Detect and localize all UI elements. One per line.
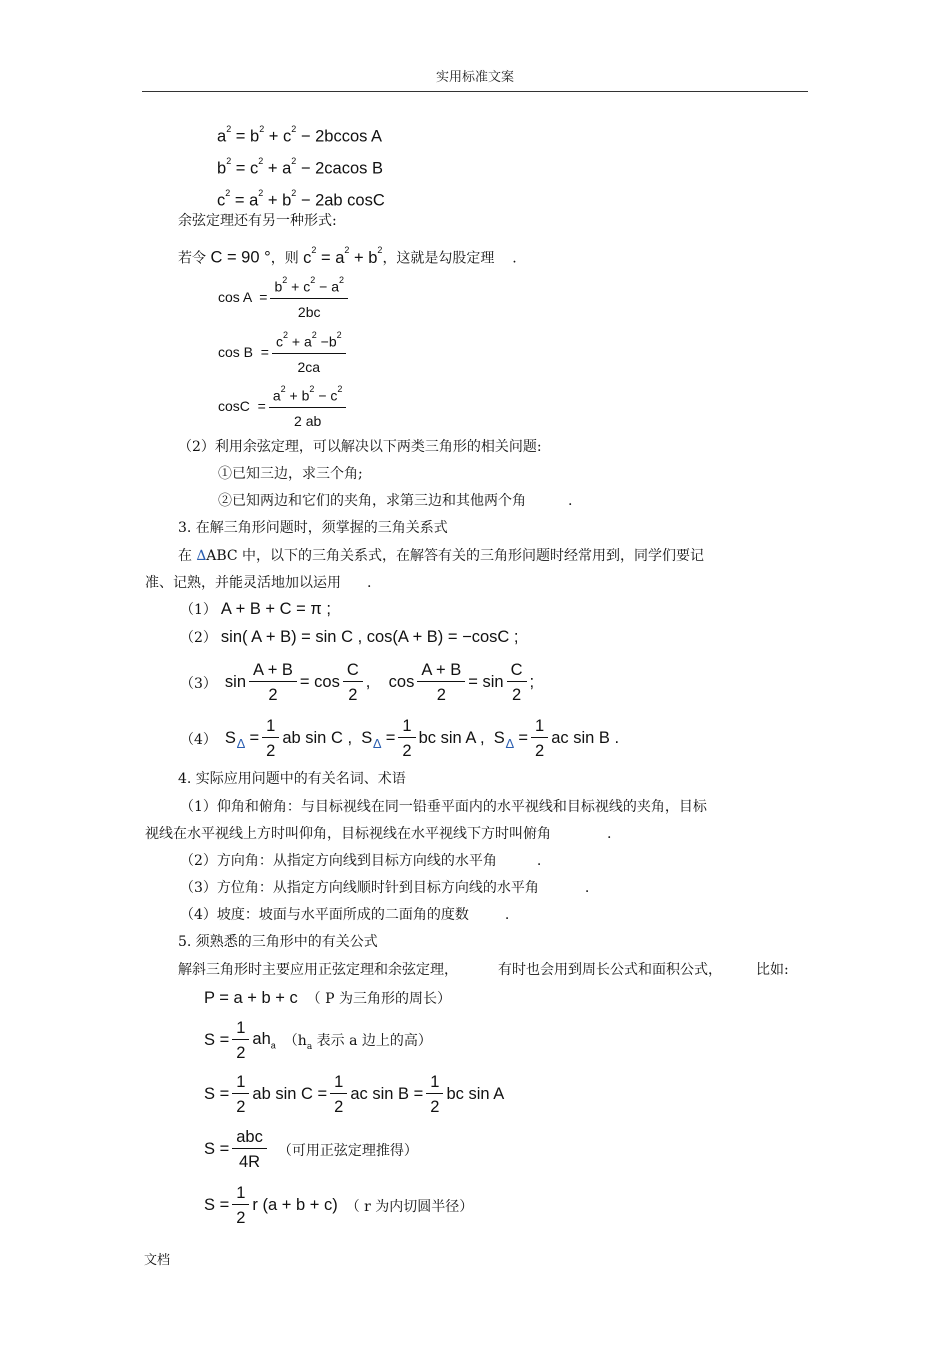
section4-heading: 4. 实际应用问题中的有关名词、术语 [178,771,406,787]
section4-item1b: 视线在水平视线上方时叫仰角，目标视线在水平视线下方时叫俯角 . [145,826,612,842]
relation-2: （2） sin( A + B) = sin C , cos(A + B) = −cosC ; [180,628,519,646]
item2-2-text: ②已知两边和它们的夹角，求第三边和其他两个角 . [218,493,573,509]
section3-para2: 准、记熟，并能灵活地加以运用 . [145,575,372,591]
area-formula-height: S = $\frac{1}{2}$ $ah_a$ （$h_a$ 表示 a 边上的高） [204,1019,432,1062]
section5-heading: 5. 须熟悉的三角形中的有关公式 [178,934,378,950]
section4-item3: （3）方位角：从指定方向线顺时针到目标方向线的水平角 . [180,880,590,896]
header-rule [142,91,808,92]
other-form-text: 余弦定理还有另一种形式: [178,213,337,229]
section5-para: 解斜三角形时主要应用正弦定理和余弦定理， 有时也会用到周长公式和面积公式， 比如: [178,962,789,978]
area-formula-circumradius: S = $\frac{\text{abc}}{4R}$ （可用正弦定理推得） [204,1128,418,1171]
area-formula-inradius: S = $\frac{1}{2}$ r (a + b + c) （ r 为内切圆半径） [204,1184,474,1227]
section3-heading: 3. 在解三角形问题时，须掌握的三角关系式 [178,520,448,536]
perimeter-formula: P = a + b + c （ P 为三角形的周长） [204,989,451,1007]
cosine-law-b: $b^2 = c^2 + a^2 - 2cacos$ B [217,156,383,178]
cosine-law-a: $a^2 = b^2 + c^2 - 2bccos$ A [217,124,383,146]
cos-c-formula: cosC = $\frac{a^2 + b^2 - c^2}{2 ab}$ [218,382,349,431]
item2-1-text: ①已知三边，求三个角; [218,466,363,482]
item2-text: （2）利用余弦定理，可以解决以下两类三角形的相关问题: [178,439,542,455]
cos-b-formula: cos B = $\frac{c^2 + a^2 -b^2}{2ca}$ [218,328,349,377]
relation-1: （1） A + B + C = π ; [180,600,331,618]
page-header: 实用标准文案 [435,70,514,85]
section4-item1a: （1）仰角和俯角：与目标视线在同一铅垂平面内的水平视线和目标视线的夹角，目标 [180,799,707,815]
section4-item2: （2）方向角：从指定方向线到目标方向线的水平角 . [180,853,542,869]
cos-a-formula: cos A = $\frac{b^2 + c^2 - a^2}{2bc}$ [218,273,351,322]
cosine-law-c: $c^2 = a^2 + b^2 - 2ab$ cosC [217,188,385,210]
area-formula-sine: S = $\frac{1}{2}$ ab sin C = $\frac{1}{2}$ ac sin B = $\frac{1}{2}$ bc sin A [204,1073,505,1116]
relation-3: （3） sin $\frac{A + B}{2}$ = cos $\frac{C}{2}$ , cos $\frac{A + B}{2}$ = sin $\frac{C}{2}$ ; [180,661,535,704]
section3-para1: 在 ∆ABC 中，以下的三角关系式，在解答有关的三角形问题时经常用到，同学们要记 [178,548,705,564]
pythagoras-line: 若令 C = 90 °，则 $c^2 = a^2 + b^2$，这就是勾股定理 . [178,245,517,267]
page-footer: 文档 [144,1253,171,1268]
section4-item4: （4）坡度：坡面与水平面所成的二面角的度数 . [180,907,510,923]
relation-4: （4） $S_\Delta$ = $\frac{1}{2}$ ab sin C , $S_\Delta$ = $\frac{1}{2}$ bc sin A , $S_\Delta$ = $\frac{1}{2}$ ac sin B . [180,717,620,760]
